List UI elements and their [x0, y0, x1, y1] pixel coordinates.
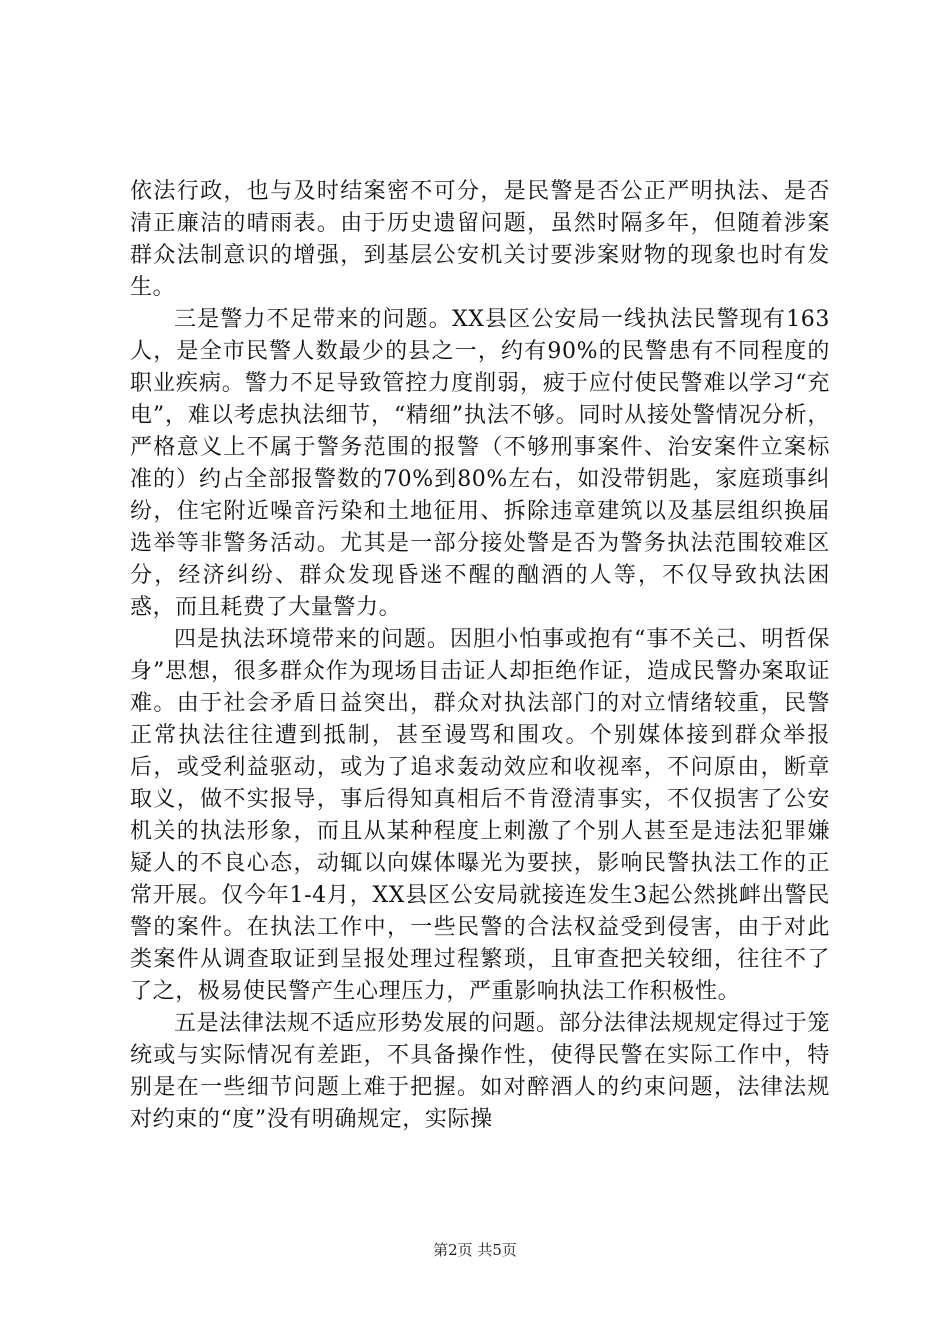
paragraph-laws-regulations: 五是法律法规不适应形势发展的问题。部分法律法规规定得过于笼统或与实际情况有差距，不具备操作性，使得民警在实际工作中，特别是在一些细节问题上难于把握。如对醉酒人的约束问题，法律法规对约束的“度”没有明确规定，实际操: [130, 1011, 830, 1132]
paragraph-enforcement-environment: 四是执法环境带来的问题。因胆小怕事或抱有“事不关己、明哲保身”思想，很多群众作为现场目击证人却拒绝作证，造成民警办案取证难。由于社会矛盾日益突出，群众对执法部门的对立情绪较重，民警正常执法往往遭到抵制，甚至谩骂和围攻。个别媒体接到群众举报后，或受利益驱动，或为了追求轰动效应和收视率，不问原由，断章取义，做不实报导，事后得知真相后不肯澄清事实，不仅损害了公安机关的执法形象，而且从某种程度上刺激了个别人甚至是违法犯罪嫌疑人的不良心态，动辄以向媒体曝光为要挟，影响民警执法工作的正常开展。仅今年1-4月，XX县区公安局就接连发生3起公然挑衅出警民警的案件。在执法工作中，一些民警的合法权益受到侵害，由于对此类案件从调查取证到呈报处理过程繁琐，且审查把关较细，往往不了了之，极易使民警产生心理压力，严重影响执法工作积极性。: [130, 627, 830, 1004]
page-footer: [0, 1239, 950, 1260]
paragraph-police-shortage: 三是警力不足带来的问题。XX县区公安局一线执法民警现有163人，是全市民警人数最少的县之一，约有90%的民警患有不同程度的职业疾病。警力不足导致管控力度削弱，疲于应付使民警难以学习“充电”，难以考虑执法细节，“精细”执法不够。同时从接处警情况分析，严格意义上不属于警务范围的报警（不够刑事案件、治安案件立案标准的）约占全部报警数的70%到80%左右，如没带钥匙，家庭琐事纠纷，住宅附近噪音污染和土地征用、拆除违章建筑以及基层组织换届选举等非警务活动。尤其是一部分接处警是否为警务执法范围较难区分，经济纠纷、群众发现昏迷不醒的酗酒的人等，不仅导致执法困惑，而且耗费了大量警力。: [130, 307, 830, 620]
page-number-label: 第2页 共5页: [433, 1241, 517, 1259]
document-body: [130, 176, 830, 1136]
paragraph-continuation: 依法行政，也与及时结案密不可分，是民警是否公正严明执法、是否清正廉洁的晴雨表。由于历史遗留问题，虽然时隔多年，但随着涉案群众法制意识的增强，到基层公安机关讨要涉案财物的现象也时有发生。: [130, 179, 830, 300]
